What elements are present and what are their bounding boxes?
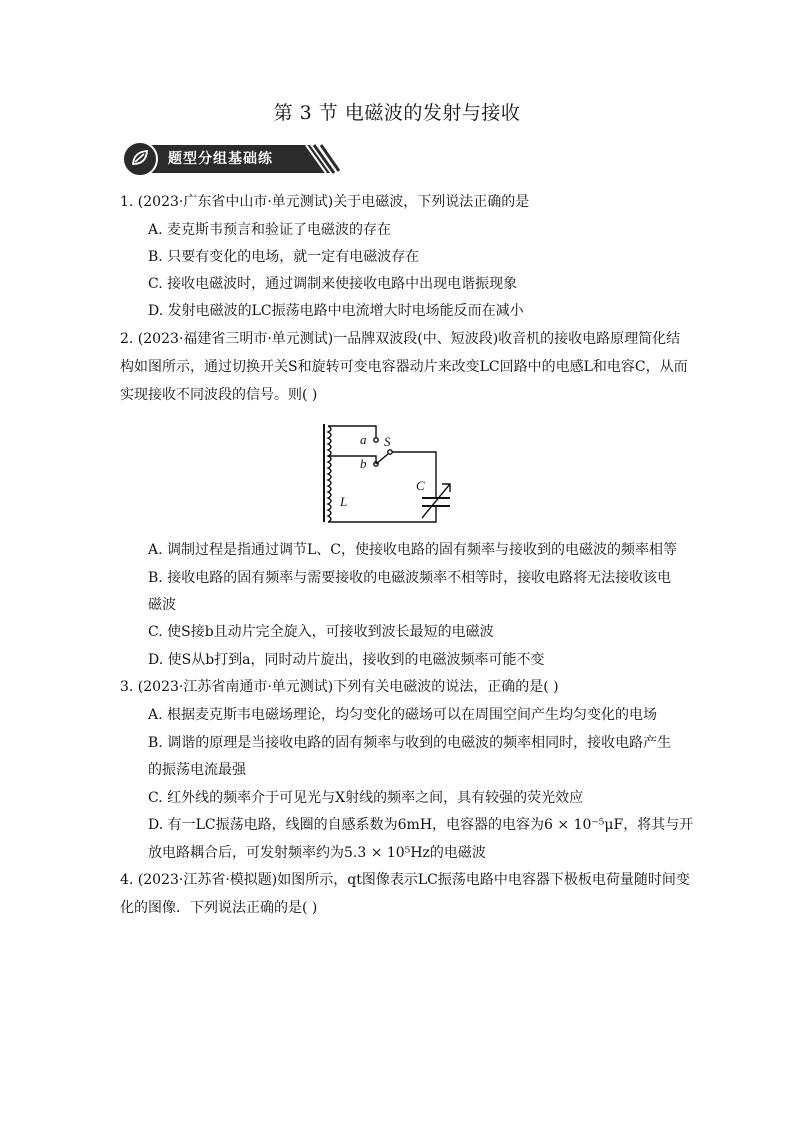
section-banner-label: 题型分组基础练: [168, 151, 273, 167]
question-2-option-b-line-1: B. 接收电路的固有频率与需要接收的电磁波频率不相等时，接收电路将无法接收该电: [148, 570, 672, 586]
question-2-stem-line-1: 2. (2023·福建省三明市·单元测试)一品牌双波段(中、短波段)收音机的接收电路原理简化结: [120, 331, 681, 347]
inductor-coil: [328, 426, 331, 522]
question-3-option-a: A. 根据麦克斯韦电磁场理论，均匀变化的磁场可以在周围空间产生均匀变化的电场: [148, 707, 658, 723]
inductor-l-label: L: [340, 494, 348, 509]
question-4-stem-line-2: 化的图像．下列说法正确的是( ): [120, 900, 318, 916]
question-3-option-d-line-1: D. 有一LC振荡电路，线圈的自感系数为6mH，电容器的电容为6 × 10⁻⁵μF，将其与开: [148, 817, 694, 833]
question-2-option-d: D. 使S从b打到a，同时动片旋出，接收到的电磁波频率可能不变: [148, 652, 545, 668]
question-3-option-d-line-2: 放电路耦合后，可发射频率约为5.3 × 10⁵Hz的电磁波: [148, 845, 486, 861]
question-2-option-a: A. 调制过程是指通过调节L、C，使接收电路的固有频率与接收到的电磁波的频率相等: [148, 542, 678, 558]
question-1-stem: 1. (2023·广东省中山市·单元测试)关于电磁波，下列说法正确的是: [120, 194, 530, 210]
question-2-stem-line-3: 实现接收不同波段的信号。则( ): [120, 387, 318, 403]
page-title: 第 3 节 电磁波的发射与接收: [273, 102, 521, 124]
question-3-option-c: C. 红外线的频率介于可见光与X射线的频率之间，具有较强的荧光效应: [148, 790, 584, 806]
lc-circuit-diagram: [314, 418, 464, 530]
question-3-stem: 3. (2023·江苏省南通市·单元测试)下列有关电磁波的说法，正确的是( ): [120, 679, 559, 695]
question-3-option-b-line-2: 的振荡电流最强: [148, 762, 246, 778]
question-1-option-a: A. 麦克斯韦预言和验证了电磁波的存在: [148, 222, 392, 238]
question-2-option-c: C. 使S接b且动片完全旋入，可接收到波长最短的电磁波: [148, 624, 494, 640]
question-2-option-b-line-2: 磁波: [148, 597, 176, 613]
question-1-option-d: D. 发射电磁波的LC振荡电路中电流增大时电场能反而在减小: [148, 303, 524, 319]
question-1-option-b: B. 只要有变化的电场，就一定有电磁波存在: [148, 249, 420, 265]
question-3-option-b-line-1: B. 调谐的原理是当接收电路的固有频率与收到的电磁波的频率相同时，接收电路产生: [148, 735, 672, 751]
switch-s-label: S: [384, 434, 391, 449]
question-4-stem-line-1: 4. (2023·江苏省·模拟题)如图所示，qt图像表示LC振荡电路中电容器下极板电荷量随时间变: [120, 872, 690, 888]
capacitor-c-label: C: [416, 478, 425, 493]
question-1-option-c: C. 接收电磁波时，通过调制来使接收电路中出现电谐振现象: [148, 276, 518, 292]
question-2-stem-line-2: 构如图所示，通过切换开关S和旋转可变电容器动片来改变LC回路中的电感L和电容C，从而: [120, 359, 688, 375]
terminal-b-label: b: [360, 456, 367, 471]
terminal-a-label: a: [360, 432, 367, 447]
